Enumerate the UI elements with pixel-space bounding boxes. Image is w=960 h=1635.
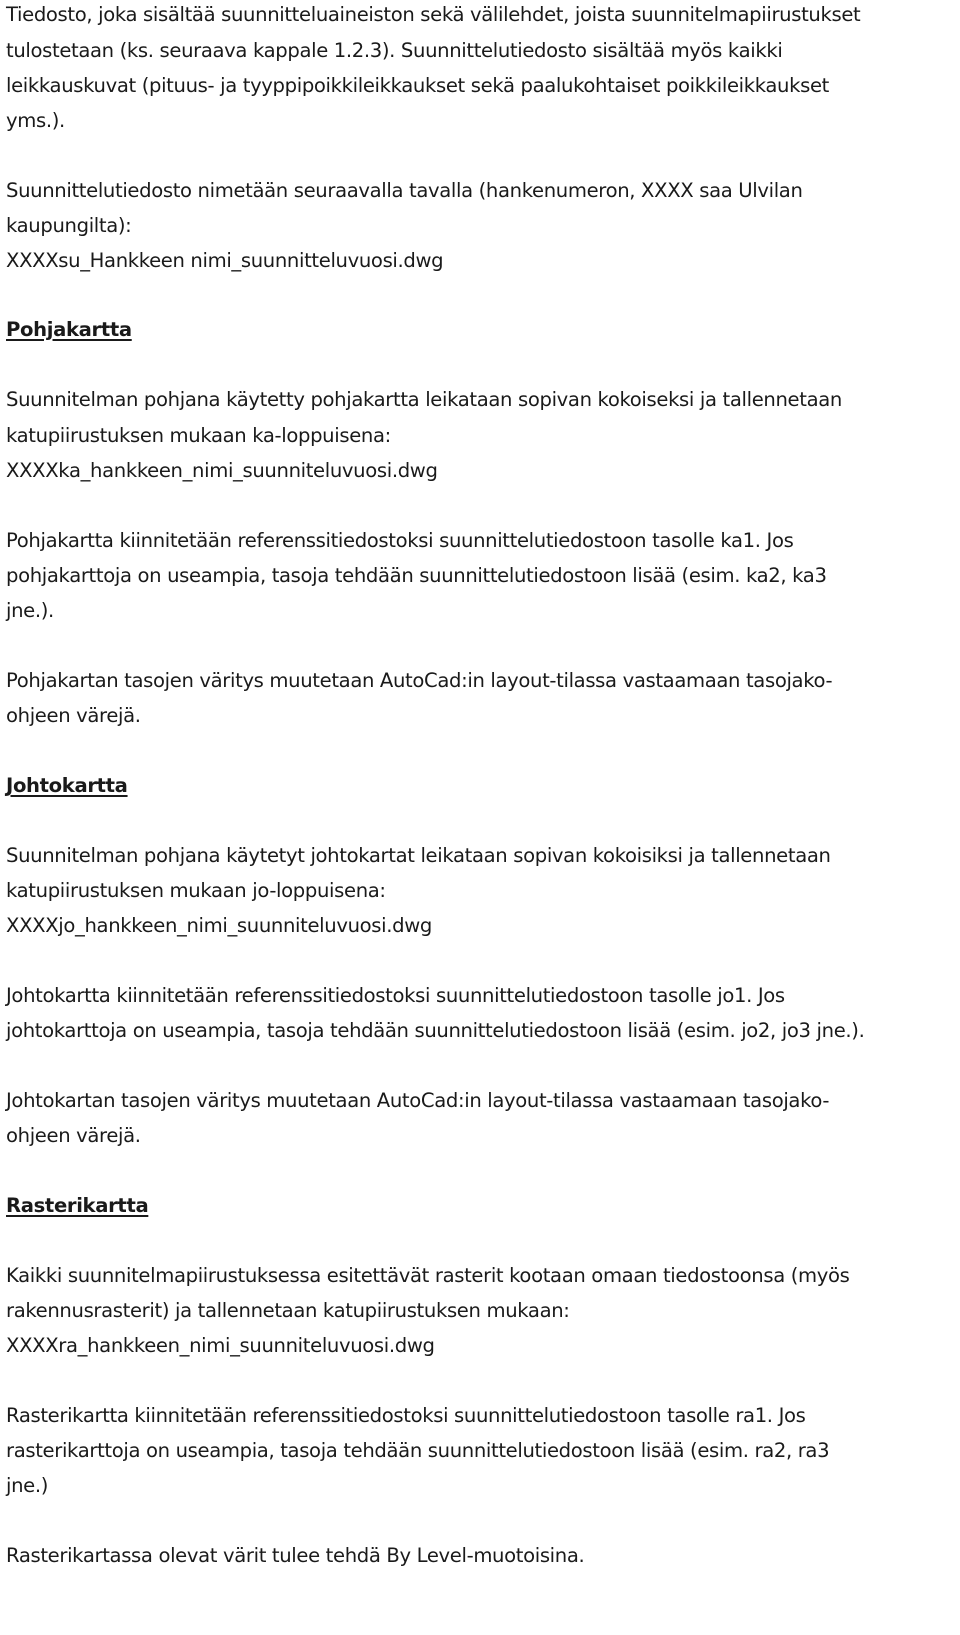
rasterikartta-p3-line-1: Rasterikartassa olevat värit tulee tehdä By Level-muotoisina.	[6, 1544, 585, 1567]
pohjakartta-filename: XXXXka_hankkeen_nimi_suunniteluvuosi.dwg	[6, 459, 438, 482]
pohjakartta-p2-line-1: Pohjakartta kiinnitetään referenssitiedostoksi suunnittelutiedostoon tasolle ka1. Jos	[6, 529, 794, 552]
rasterikartta-p2-line-1: Rasterikartta kiinnitetään referenssitiedostoksi suunnittelutiedostoon tasolle ra1. Jos	[6, 1404, 806, 1427]
pohjakartta-p2-line-2: pohjakarttoja on useampia, tasoja tehdään suunnittelutiedostoon lisää (esim. ka2, ka3	[6, 564, 827, 587]
heading-johtokartta: Johtokartta	[6, 774, 128, 797]
johtokartta-p1-line-2: katupiirustuksen mukaan jo-loppuisena:	[6, 879, 386, 902]
pohjakartta-p2-line-3: jne.).	[6, 599, 54, 622]
naming-line-1: Suunnittelutiedosto nimetään seuraavalla tavalla (hankenumeron, XXXX saa Ulvilan	[6, 179, 803, 202]
pohjakartta-p1-line-1: Suunnitelman pohjana käytetty pohjakartta leikataan sopivan kokoiseksi ja tallennetaan	[6, 388, 842, 411]
rasterikartta-p1-line-1: Kaikki suunnitelmapiirustuksessa esitettävät rasterit kootaan omaan tiedostoonsa (myös	[6, 1264, 850, 1287]
heading-rasterikartta: Rasterikartta	[6, 1194, 149, 1217]
naming-filename: XXXXsu_Hankkeen nimi_suunnitteluvuosi.dwg	[6, 249, 444, 272]
rasterikartta-p2-line-2: rasterikarttoja on useampia, tasoja tehdään suunnittelutiedostoon lisää (esim. ra2, ra3	[6, 1439, 830, 1462]
pohjakartta-p3-line-2: ohjeen värejä.	[6, 704, 141, 727]
naming-line-2: kaupungilta):	[6, 214, 132, 237]
johtokartta-p1-line-1: Suunnitelman pohjana käytetyt johtokartat leikataan sopivan kokoisiksi ja tallennetaan	[6, 844, 831, 867]
heading-pohjakartta: Pohjakartta	[6, 318, 132, 341]
johtokartta-p3-line-1: Johtokartan tasojen väritys muutetaan AutoCad:in layout-tilassa vastaamaan tasojako-	[6, 1089, 830, 1112]
johtokartta-p2-line-1: Johtokartta kiinnitetään referenssitiedostoksi suunnittelutiedostoon tasolle jo1. Jos	[6, 984, 785, 1007]
johtokartta-p3-line-2: ohjeen värejä.	[6, 1124, 141, 1147]
johtokartta-p2-line-2: johtokarttoja on useampia, tasoja tehdään suunnittelutiedostoon lisää (esim. jo2, jo3 jne.).	[6, 1019, 865, 1042]
rasterikartta-p1-line-2: rakennusrasterit) ja tallennetaan katupiirustuksen mukaan:	[6, 1299, 570, 1322]
intro-line-1: Tiedosto, joka sisältää suunnitteluaineiston sekä välilehdet, joista suunnitelmapiirustukset	[6, 3, 861, 26]
rasterikartta-filename: XXXXra_hankkeen_nimi_suunniteluvuosi.dwg	[6, 1334, 435, 1357]
pohjakartta-p3-line-1: Pohjakartan tasojen väritys muutetaan AutoCad:in layout-tilassa vastaamaan tasojako-	[6, 669, 833, 692]
pohjakartta-p1-line-2: katupiirustuksen mukaan ka-loppuisena:	[6, 424, 391, 447]
intro-line-2: tulostetaan (ks. seuraava kappale 1.2.3). Suunnittelutiedosto sisältää myös kaikki	[6, 39, 783, 62]
johtokartta-filename: XXXXjo_hankkeen_nimi_suunniteluvuosi.dwg	[6, 914, 432, 937]
intro-line-3: leikkauskuvat (pituus- ja tyyppipoikkileikkaukset sekä paalukohtaiset poikkileikkaukset	[6, 74, 830, 97]
intro-line-4: yms.).	[6, 109, 65, 132]
rasterikartta-p2-line-3: jne.)	[6, 1474, 49, 1497]
